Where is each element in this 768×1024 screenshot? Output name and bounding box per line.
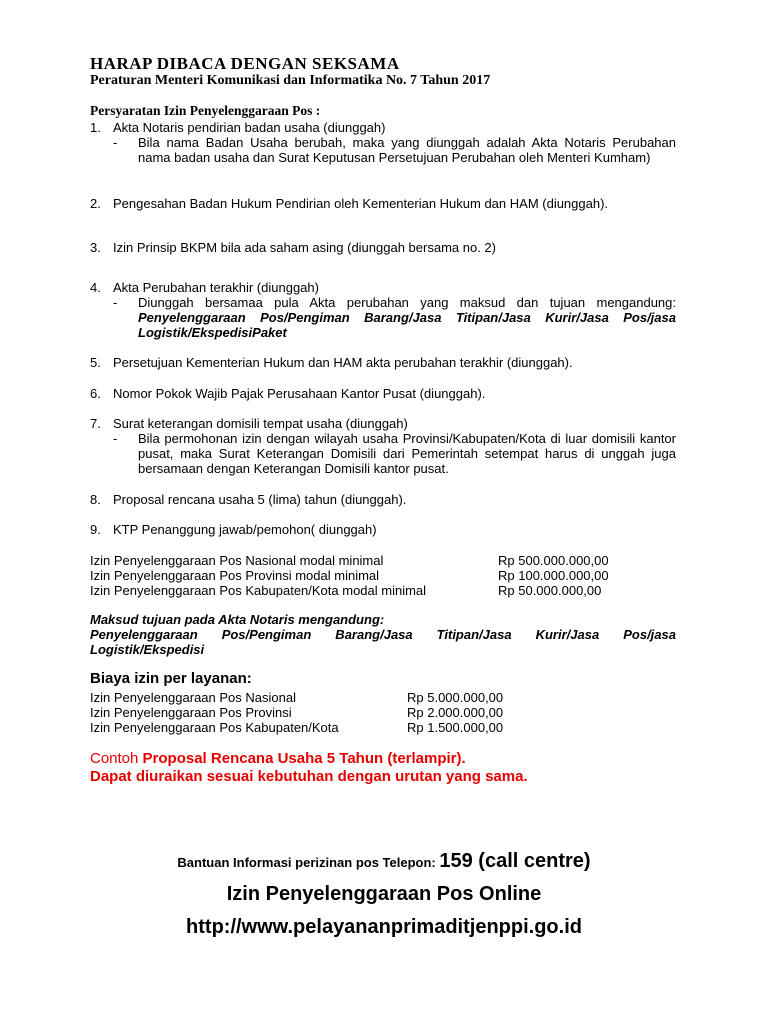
requirement-item-6 [90, 386, 676, 401]
regulation-subtitle: Peraturan Menteri Komunikasi dan Informatika No. 7 Tahun 2017 [90, 73, 491, 88]
requirement-item-2 [90, 196, 676, 211]
item-number: 2. [90, 196, 101, 211]
capital-value: Rp 100.000.000,00 [498, 568, 609, 583]
item-number: 6. [90, 386, 101, 401]
item-text: KTP Penanggung jawab/pemohon( diunggah) [113, 522, 377, 537]
capital-row [90, 583, 676, 598]
item-number: 8. [90, 492, 101, 507]
fee-value: Rp 1.500.000,00 [407, 720, 504, 735]
item-text: Persetujuan Kementerian Hukum dan HAM akta perubahan terakhir (diunggah). [113, 355, 573, 370]
capital-label: Izin Penyelenggaraan Pos Provinsi modal minimal [90, 568, 380, 583]
item-text: Akta Perubahan terakhir (diunggah) [113, 280, 319, 295]
capital-value: Rp 500.000.000,00 [498, 553, 609, 568]
item-number: 7. [90, 416, 101, 431]
dash-bullet: - [113, 295, 118, 310]
item-subpoint [113, 295, 676, 340]
fee-value: Rp 2.000.000,00 [407, 705, 504, 720]
capital-row [90, 568, 676, 583]
example-note [90, 750, 676, 786]
requirement-item-1 [90, 120, 676, 165]
item-number: 3. [90, 240, 101, 255]
subpoint-text: Bila nama Badan Usaha berubah, maka yang diunggah adalah Akta Notaris Perubahan nama badan usaha dan Surat Keputusan Persetujuan Perubahan oleh Menteri Kumham) [138, 135, 676, 165]
item-text: Proposal rencana usaha 5 (lima) tahun (diunggah). [113, 492, 407, 507]
example-line-1 [90, 750, 676, 768]
help-label: Bantuan Informasi perizinan pos Telepon: [177, 855, 440, 870]
item-number: 1. [90, 120, 101, 135]
fees-table [90, 690, 676, 735]
requirement-item-4 [90, 280, 676, 340]
capital-value: Rp 50.000.000,00 [498, 583, 602, 598]
fee-row [90, 690, 676, 705]
capital-label: Izin Penyelenggaraan Pos Kabupaten/Kota modal minimal [90, 583, 427, 598]
fee-label: Izin Penyelenggaraan Pos Nasional [90, 690, 296, 705]
item-number: 9. [90, 522, 101, 537]
capital-label: Izin Penyelenggaraan Pos Nasional modal minimal [90, 553, 384, 568]
item-number: 5. [90, 355, 101, 370]
item-text: Pengesahan Badan Hukum Pendirian oleh Kementerian Hukum dan HAM (diunggah). [113, 196, 609, 211]
portal-url-link[interactable]: http://www.pelayananprimaditjenppi.go.id [186, 916, 582, 938]
fees-heading: Biaya izin per layanan: [90, 670, 252, 687]
page-title: HARAP DIBACA DENGAN SEKSAMA [90, 54, 400, 73]
requirement-item-9 [90, 522, 676, 537]
capital-row [90, 553, 676, 568]
item-text: Izin Prinsip BKPM bila ada saham asing (diunggah bersama no. 2) [113, 240, 496, 255]
requirements-heading: Persyaratan Izin Penyelenggaraan Pos : [90, 103, 321, 118]
requirement-item-7 [90, 416, 676, 476]
dash-bullet: - [113, 431, 118, 446]
subpoint-emphasis: Penyelenggaraan Pos/Pengiman Barang/Jasa Titipan/Jasa Kurir/Jasa Pos/jasa Logistik/EkspedisiPaket [138, 310, 676, 340]
requirement-item-3 [90, 240, 676, 255]
item-subpoint [113, 431, 676, 476]
fee-label: Izin Penyelenggaraan Pos Kabupaten/Kota [90, 720, 339, 735]
requirement-item-8 [90, 492, 676, 507]
example-line-2: Dapat diuraikan sesuai kebutuhan dengan urutan yang sama. [90, 768, 528, 785]
subpoint-text: Diunggah bersamaa pula Akta perubahan yang maksud dan tujuan mengandung: [138, 295, 676, 310]
example-proposal-link-text: Proposal Rencana Usaha 5 Tahun (terlampir). [142, 750, 466, 767]
notaris-note [90, 612, 676, 657]
fee-value: Rp 5.000.000,00 [407, 690, 504, 705]
item-text: Surat keterangan domisili tempat usaha (diunggah) [113, 416, 408, 431]
dash-bullet: - [113, 135, 118, 150]
note-heading: Maksud tujuan pada Akta Notaris mengandung: [90, 612, 385, 627]
subpoint-text: Bila permohonan izin dengan wilayah usaha Provinsi/Kabupaten/Kota di luar domisili kantor pusat, maka Surat Keterangan Domisili dari Pemerintah setempat harus di unggah juga bersamaan dengan Keterangan Domisili kantor pusat. [138, 431, 676, 476]
online-license-title: Izin Penyelenggaraan Pos Online [226, 883, 542, 905]
fee-row [90, 720, 676, 735]
fee-label: Izin Penyelenggaraan Pos Provinsi [90, 705, 292, 720]
fee-row [90, 705, 676, 720]
example-prefix: Contoh [90, 750, 143, 767]
item-text: Akta Notaris pendirian badan usaha (diunggah) [113, 120, 386, 135]
call-centre-number: 159 (call centre) [439, 850, 591, 872]
item-subpoint [113, 135, 676, 165]
item-number: 4. [90, 280, 101, 295]
item-text: Nomor Pokok Wajib Pajak Perusahaan Kantor Pusat (diunggah). [113, 386, 486, 401]
requirement-item-5 [90, 355, 676, 370]
capital-table [90, 553, 676, 598]
note-body: Penyelenggaraan Pos/Pengiman Barang/Jasa Titipan/Jasa Kurir/Jasa Pos/jasa Logistik/Ekspedisi [90, 627, 676, 657]
help-line [0, 849, 768, 875]
